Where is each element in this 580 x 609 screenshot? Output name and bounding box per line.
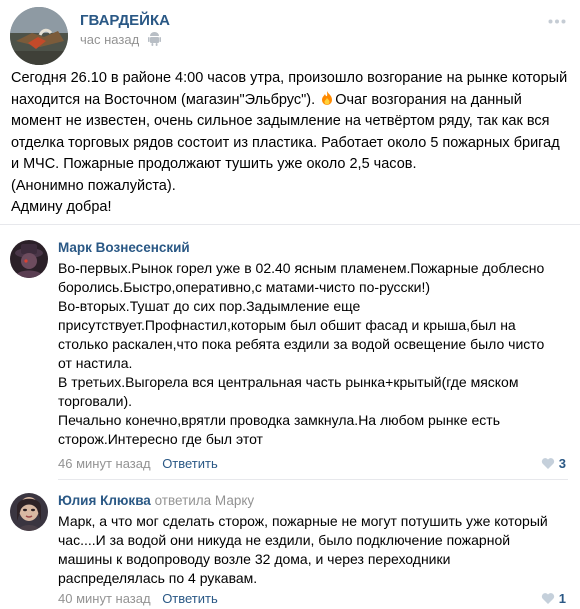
fire-icon bbox=[319, 90, 335, 106]
comment-text-line: Печально конечно,врятли проводка замкнула.На любом рынке есть bbox=[58, 412, 501, 428]
post-text-line: отделка торговых рядов состоит из пластика. Работает около 5 пожарных бригад bbox=[11, 134, 560, 151]
post-text-line: (Анонимно пожалуйста). bbox=[11, 177, 176, 194]
comment-text-line: В третьих.Выгорела вся центральная часть рынка+крытый(где мяском bbox=[58, 374, 519, 390]
post-text bbox=[11, 68, 571, 219]
comment-text-line: торговали). bbox=[58, 393, 133, 409]
comment-text-line: присутствует.Профнастил,которым был обшит фасад и крыша,был на bbox=[58, 317, 516, 333]
comment-text bbox=[58, 512, 568, 588]
like-count: 1 bbox=[558, 591, 566, 606]
heart-icon bbox=[541, 592, 555, 605]
comment-author[interactable]: Марк Вознесенский bbox=[58, 240, 190, 255]
post-text-line: момент не известен, очень сильное задымление на четвёртом ряду, так как вся bbox=[11, 113, 550, 129]
comment-meta bbox=[58, 591, 218, 606]
comment-author bbox=[58, 493, 254, 508]
comment-text-line: распределялась по 4 рукавам. bbox=[58, 570, 258, 586]
post-time[interactable]: час назад bbox=[80, 32, 140, 47]
comment-avatar[interactable] bbox=[10, 493, 48, 531]
like-button[interactable] bbox=[541, 591, 566, 606]
comment-time[interactable]: 40 минут назад bbox=[58, 591, 151, 606]
comment-text-line: час....И за водой они никуда не ездили, было подключение пожарной bbox=[58, 532, 511, 548]
post-header bbox=[0, 0, 580, 60]
comment-text-line: столько раскален,что пока ребята ездили за водой освещение было чисто bbox=[58, 336, 545, 352]
comment-avatar[interactable] bbox=[10, 240, 48, 278]
comment-text-line: сторож.Интересно где был этот bbox=[58, 431, 263, 447]
comment-text-line: боролись.Быстро,оперативно,с матами-чисто по-русски!) bbox=[58, 279, 431, 295]
group-name[interactable]: ГВАРДЕЙКА bbox=[80, 12, 170, 29]
post-text-line: Админу добра! bbox=[11, 199, 112, 215]
reply-button[interactable]: Ответить bbox=[162, 591, 218, 606]
group-avatar[interactable] bbox=[10, 7, 68, 65]
comment-text bbox=[58, 259, 568, 449]
post-text-line: Сегодня 26.10 в районе 4:00 часов утра, произошло возгорание на рынке который bbox=[11, 70, 568, 86]
divider bbox=[0, 224, 580, 225]
replied-to-label[interactable]: ответила Марку bbox=[154, 493, 255, 508]
reply-button[interactable]: Ответить bbox=[162, 456, 218, 471]
heart-icon bbox=[541, 457, 555, 470]
like-count: 3 bbox=[558, 456, 566, 471]
comment-text-line: Марк, а что мог сделать сторож, пожарные не могут потушить уже который bbox=[58, 513, 548, 529]
comment-time[interactable]: 46 минут назад bbox=[58, 456, 151, 471]
comment-text-line: от настила. bbox=[58, 355, 133, 371]
comment-meta bbox=[58, 456, 218, 471]
comment-text-line: Во-вторых.Тушат до сих пор.Задымление еще bbox=[58, 298, 361, 314]
like-button[interactable] bbox=[541, 456, 566, 471]
comment-text-line: Во-первых.Рынок горел уже в 02.40 ясным пламенем.Пожарные доблесно bbox=[58, 260, 545, 276]
divider bbox=[58, 479, 568, 480]
post-text-line: и МЧС. Пожарные продолжают тушить уже около 2,5 часов. bbox=[11, 156, 417, 172]
more-horizontal-icon[interactable] bbox=[548, 12, 566, 24]
comment-author-name[interactable]: Юлия Клюква bbox=[58, 493, 151, 508]
comment-text-line: машины к водопроводу возле 32 дома, и через переходники bbox=[58, 551, 451, 567]
post-text-line: находится на Восточном (магазин"Эльбрус"). Очаг возгорания на данный bbox=[11, 91, 522, 108]
android-icon bbox=[148, 31, 161, 46]
